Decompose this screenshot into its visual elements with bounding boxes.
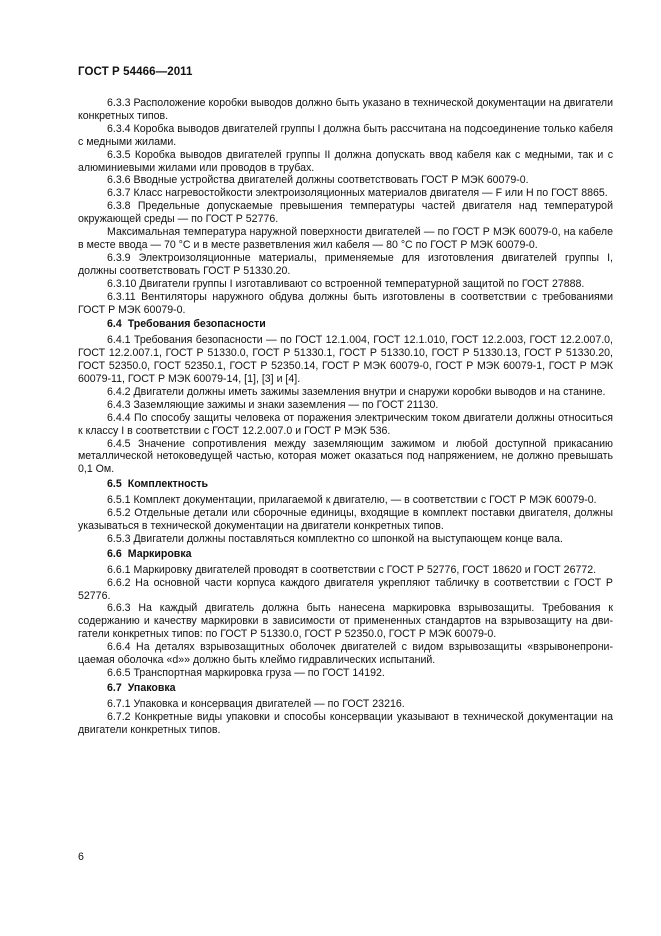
paragraph: 6.6.3 На каждый двигатель должна быть нанесена маркировка взрывозащиты. Требования к содержанию и качеству маркировки в зависимости от примененных стандартов на взрывозащиту на двигатели конкретных типов: по ГОСТ Р 51330.0, ГОСТ Р 52350.0, ГОСТ Р МЭК 60079-0. xyxy=(78,602,613,641)
page-number: 6 xyxy=(78,851,84,863)
paragraph: 6.6.5 Транспортная маркировка груза — по ГОСТ 14192. xyxy=(107,666,385,679)
paragraph: 6.3.6 Вводные устройства двигателей должны соответствовать ГОСТ Р МЭК 60079-0. xyxy=(107,174,529,187)
paragraph: 6.4.2 Двигатели должны иметь зажимы заземления внутри и снаружи коробки выводов и на станине. xyxy=(107,385,606,398)
paragraph: 6.3.11 Вентиляторы наружного обдува должны быть изготовлены в соответствии с требованиями ГОСТ Р МЭК 60079-0. xyxy=(78,290,613,316)
paragraph: 6.3.7 Класс нагревостойкости электроизоляционных материалов двигателя — F или Н по ГОСТ 8865. xyxy=(107,187,608,200)
section-heading xyxy=(78,318,613,331)
section-number: 6.7 xyxy=(107,681,122,694)
document-body xyxy=(78,97,613,737)
section-number: 6.4 xyxy=(107,318,122,331)
paragraph: 6.3.3 Расположение коробки выводов должно быть указано в технической документации на двигатели конкретных типов. xyxy=(78,97,613,122)
section-heading xyxy=(78,682,613,695)
section-heading xyxy=(78,548,613,561)
document-header: ГОСТ Р 54466—2011 xyxy=(78,66,193,78)
section-title: Упаковка xyxy=(127,681,176,694)
paragraph: 6.4.5 Значение сопротивления между заземляющим зажимом и любой доступной прикасанию металлической нетоковедущей частью, которая может оказаться под напряжением, не должно превышать 0,1 Ом. xyxy=(78,437,613,476)
paragraph: 6.6.4 На деталях взрывозащитных оболочек двигателей с видом взрывозащиты «взрывонепроницаемая оболочка «d»» должно быть клеймо гидравлических испытаний. xyxy=(78,641,613,667)
section-number: 6.6 xyxy=(107,547,122,560)
section-title: Требования безопасности xyxy=(127,318,266,331)
paragraph: 6.3.9 Электроизоляционные материалы, применяемые для изготовления двигателей группы I, должны соответствовать ГОСТ Р 51330.20. xyxy=(78,251,613,277)
section-title: Маркировка xyxy=(127,547,192,560)
paragraph: 6.4.1 Требования безопасности — по ГОСТ 12.1.004, ГОСТ 12.1.010, ГОСТ 12.2.003, ГОСТ 12.2.007.0, ГОСТ 12.2.007.1, ГОСТ Р 51330.0, ГОСТ Р 51330.1, ГОСТ Р 51330.10, ГОСТ Р 51330.13, ГОСТ Р 51330.20, ГОСТ 52350.0, ГОСТ 52350.1, ГОСТ Р 52350.14, ГОСТ Р МЭК 60079-0, ГОСТ Р МЭК 60079-1, ГОСТ Р МЭК 60079-11, ГОСТ Р МЭК 60079-14, [1], [3] и [4]. xyxy=(78,334,613,386)
paragraph: 6.6.1 Маркировку двигателей проводят в соответствии с ГОСТ Р 52776, ГОСТ 18620 и ГОСТ 26772. xyxy=(107,563,597,576)
paragraph: 6.3.10 Двигатели группы I изготавливают со встроенной температурной защитой по ГОСТ 27888. xyxy=(107,277,585,290)
section-number: 6.5 xyxy=(107,478,122,491)
paragraph: 6.6.2 На основной части корпуса каждого двигателя укрепляют табличку в соответствии с ГОСТ Р 52776. xyxy=(78,576,613,602)
paragraph: 6.7.1 Упаковка и консервация двигателей — по ГОСТ 23216. xyxy=(107,697,405,710)
paragraph: 6.5.3 Двигатели должны поставляться комплектно со шпонкой на выступающем конце вала. xyxy=(107,532,563,545)
paragraph: 6.7.2 Конкретные виды упаковки и способы консервации указывают в технической документации на двигатели конкретных типов. xyxy=(78,710,613,736)
paragraph: 6.5.2 Отдельные детали или сборочные единицы, входящие в комплект поставки двигателя, должны указываться в технической документации на двигатели конкретных типов. xyxy=(78,507,613,532)
paragraph: 6.4.4 По способу защиты человека от поражения электрическим током двигатели должны относиться к классу I в соответствии с ГОСТ 12.2.007.0 и ГОСТ Р МЭК 536. xyxy=(78,411,613,437)
paragraph: 6.3.5 Коробка выводов двигателей группы II должна допускать ввод кабеля как с медными, так и с алюминиевыми жилами или проводов в трубах. xyxy=(78,148,613,174)
paragraph: 6.4.3 Заземляющие зажимы и знаки заземления — по ГОСТ 21130. xyxy=(107,398,439,411)
paragraph: 6.5.1 Комплект документации, прилагаемой к двигателю, — в соответствии с ГОСТ Р МЭК 60079-0. xyxy=(107,494,597,507)
paragraph: 6.3.8 Предельные допускаемые превышения температуры частей двигателя над температурой окружающей среды — по ГОСТ Р 52776. xyxy=(78,200,613,226)
paragraph: 6.3.4 Коробка выводов двигателей группы I должна быть рассчитана на подсоединение только кабеля с медными жилами. xyxy=(78,122,613,148)
paragraph: Максимальная температура наружной поверхности двигателей — по ГОСТ Р МЭК 60079-0, на кабеле в месте ввода — 70 °С и в месте разветвления жил кабеля — 80 °С по ГОСТ Р МЭК 60079-0. xyxy=(78,226,613,251)
section-heading xyxy=(78,478,613,491)
section-title: Комплектность xyxy=(127,478,209,491)
